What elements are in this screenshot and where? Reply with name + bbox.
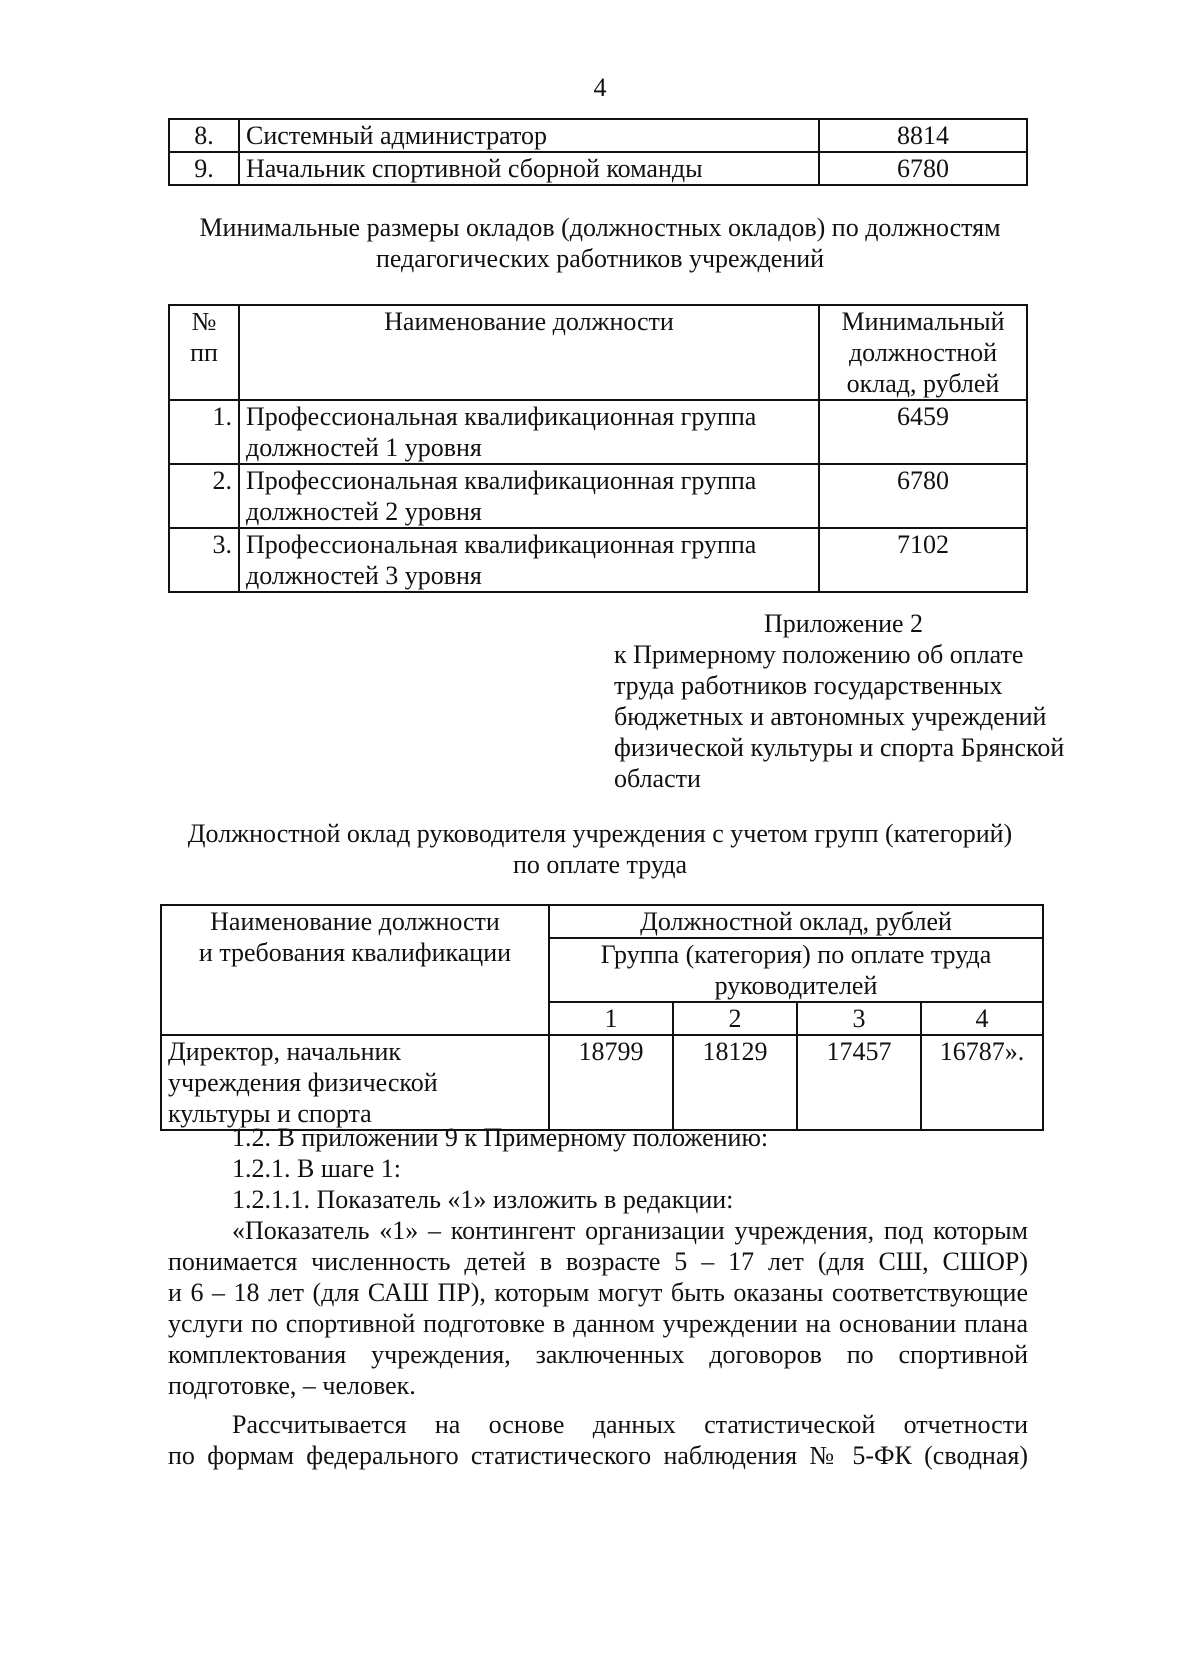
header-salary	[819, 305, 1027, 400]
cell-value-3: 17457	[797, 1035, 921, 1130]
header-group-l2: руководителей	[714, 971, 878, 1000]
cell-name	[239, 528, 819, 592]
paragraph-1: 1.2. В приложении 9 к Примерному положению:	[232, 1123, 769, 1152]
header-salary-l1: Минимальный	[841, 307, 1005, 336]
cell-salary: 6780	[819, 152, 1027, 185]
paragraph-5-line: Рассчитывается на основе данных статистической отчетности	[232, 1410, 1028, 1439]
paragraph-4-last: подготовке, – человек.	[168, 1371, 416, 1400]
cell-name-l2: должностей 2 уровня	[246, 497, 482, 526]
paragraph-4-line: «Показатель «1» – контингент организации учреждения, под которым	[232, 1216, 1028, 1245]
cell-name-l1: Профессиональная квалификационная группа	[246, 466, 757, 495]
cell-value-4: 16787».	[921, 1035, 1043, 1130]
cell-num: 1.	[169, 400, 239, 464]
header-group-4: 4	[921, 1002, 1043, 1035]
cell-value-2: 18129	[673, 1035, 797, 1130]
cell-name	[239, 400, 819, 464]
paragraph-3: 1.2.1.1. Показатель «1» изложить в редакции:	[232, 1185, 734, 1214]
heading-ped-line2: педагогических работников учреждений	[375, 244, 825, 273]
table-dir	[160, 904, 1044, 1131]
header-group-2: 2	[673, 1002, 797, 1035]
appendix-title: Приложение 2	[764, 609, 924, 638]
header-num	[169, 305, 239, 400]
cell-salary: 6780	[819, 464, 1027, 528]
appendix-line: области	[614, 764, 701, 793]
header-name-l2: и требования квалификации	[198, 938, 512, 967]
header-name-l1: Наименование должности	[210, 907, 500, 936]
table-row	[169, 528, 1027, 592]
page-number: 4	[593, 73, 607, 102]
cell-name-l1: Профессиональная квалификационная группа	[246, 530, 757, 559]
cell-name: Начальник спортивной сборной команды	[239, 152, 819, 185]
header-name: Наименование должности	[239, 305, 819, 400]
cell-value-1: 18799	[549, 1035, 673, 1130]
cell-salary: 8814	[819, 119, 1027, 152]
header-num-l1: №	[191, 307, 217, 336]
cell-name-l2: должностей 3 уровня	[246, 561, 482, 590]
header-salary-l3: оклад, рублей	[846, 369, 1000, 398]
cell-salary: 7102	[819, 528, 1027, 592]
header-group	[549, 938, 1043, 1002]
table-row	[169, 152, 1027, 185]
cell-num: 2.	[169, 464, 239, 528]
cell-num: 9.	[169, 152, 239, 185]
header-group-1: 1	[549, 1002, 673, 1035]
cell-name-l3: культуры и спорта	[168, 1099, 372, 1128]
appendix-line: труда работников государственных	[614, 671, 1003, 700]
table-header-row	[169, 305, 1027, 400]
paragraph-4-line: и 6 – 18 лет (для САШ ПР), которым могут быть оказаны соответствующие	[168, 1278, 1028, 1307]
header-salary: Должностной оклад, рублей	[549, 905, 1043, 938]
appendix-line: бюджетных и автономных учреждений	[614, 702, 1047, 731]
header-num-l2: пп	[190, 338, 218, 367]
body-text	[168, 1122, 1028, 1471]
table-ped	[168, 304, 1028, 593]
cell-name	[239, 464, 819, 528]
cell-name-l1: Профессиональная квалификационная группа	[246, 402, 757, 431]
cell-name-l2: должностей 1 уровня	[246, 433, 482, 462]
table-row	[161, 1035, 1043, 1130]
heading-dir-line1: Должностной оклад руководителя учреждения с учетом групп (категорий)	[187, 819, 1013, 848]
paragraph-4-line: понимается численность детей в возрасте 5 – 17 лет (для СШ, СШОР)	[168, 1247, 1028, 1276]
paragraph-4-line: услуги по спортивной подготовке в данном учреждении на основании плана	[168, 1309, 1028, 1338]
cell-name-l1: Директор, начальник	[168, 1037, 402, 1066]
appendix-line: физической культуры и спорта Брянской	[614, 733, 1065, 762]
heading-ped-line1: Минимальные размеры окладов (должностных окладов) по должностям	[199, 213, 1001, 242]
paragraph-2: 1.2.1. В шаге 1:	[232, 1154, 401, 1183]
cell-salary: 6459	[819, 400, 1027, 464]
header-salary-l2: должностной	[848, 338, 998, 367]
appendix-block	[614, 608, 1094, 794]
cell-name-l2: учреждения физической	[168, 1068, 438, 1097]
table-row	[169, 400, 1027, 464]
paragraph-4-line: комплектования учреждения, заключенных договоров по спортивной	[168, 1340, 1028, 1369]
header-group-3: 3	[797, 1002, 921, 1035]
header-group-l1: Группа (категория) по оплате труда	[600, 940, 992, 969]
heading-dir-line2: по оплате труда	[512, 850, 688, 879]
appendix-line: к Примерному положению об оплате	[614, 640, 1024, 669]
cell-name: Системный администратор	[239, 119, 819, 152]
cell-name	[161, 1035, 549, 1130]
cell-num: 3.	[169, 528, 239, 592]
header-name	[161, 905, 549, 1035]
table-top	[168, 118, 1028, 186]
cell-num: 8.	[169, 119, 239, 152]
paragraph-5-line: по формам федерального статистического наблюдения № 5-ФК (сводная)	[168, 1441, 1028, 1470]
table-header-row	[161, 905, 1043, 938]
table-row	[169, 464, 1027, 528]
table-row	[169, 119, 1027, 152]
